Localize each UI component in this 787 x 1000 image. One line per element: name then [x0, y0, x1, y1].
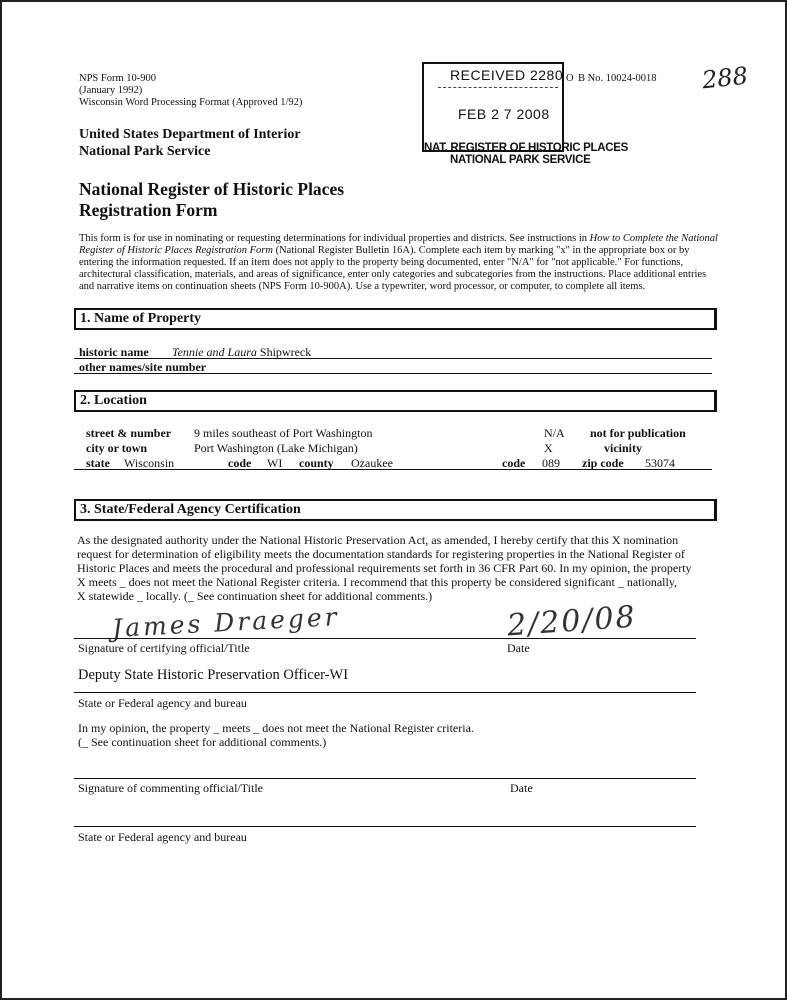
street-label: street & number	[86, 426, 172, 440]
official-title: Deputy State Historic Preservation Officer-WI	[78, 667, 349, 683]
opinion-line-2: (_ See continuation sheet for additional comments.)	[78, 735, 327, 749]
certifying-signature-label: Signature of certifying official/Title	[78, 641, 250, 655]
handwritten-page-number: 288	[700, 61, 750, 95]
scan-top-edge	[0, 0, 787, 2]
zip-value[interactable]: 53074	[645, 456, 675, 470]
section-2-header	[74, 390, 717, 412]
vicinity-mark[interactable]: X	[544, 441, 553, 455]
not-for-publication-label: not for publication	[590, 426, 686, 440]
form-number: NPS Form 10-900	[79, 73, 157, 84]
handwritten-date: 2/20/08	[505, 599, 638, 644]
form-subtitle: Registration Form	[79, 200, 218, 220]
instructions-line-3: entering the information requested. If an item does not apply to the property being documented, enter "N/A" for "not applicable." For functions,	[79, 257, 684, 268]
state-code-label: code	[228, 456, 252, 470]
stamp-received: RECEIVED 2280	[450, 67, 564, 83]
zip-label: zip code	[582, 456, 624, 470]
historic-name-plain: Shipwreck	[256, 345, 312, 359]
other-names-label: other names/site number	[79, 360, 207, 374]
location-rule	[74, 469, 712, 470]
instructions-line-4: architectural classification, materials, and areas of significance, enter only categories and subcategories from the instructions. Place additional entries	[79, 269, 707, 280]
format-note: Wisconsin Word Processing Format (Approved 1/92)	[79, 97, 303, 108]
county-value[interactable]: Ozaukee	[351, 456, 393, 470]
stamp-register: NAT. REGISTER OF HISTORIC PLACES	[424, 142, 629, 154]
instructions-line-1	[79, 233, 718, 245]
historic-name-italic: Tennie and Laura	[172, 345, 257, 359]
stamp-divider	[438, 87, 558, 88]
historic-name-label: historic name	[79, 345, 149, 359]
instructions-text-1b: How to Complete the National	[589, 233, 718, 244]
omb-prefix: O	[566, 73, 574, 84]
commenting-signature-rule	[74, 778, 696, 779]
agency-label-2: State or Federal agency and bureau	[78, 830, 247, 844]
certifying-date-label: Date	[507, 641, 530, 655]
instructions-line-5: and narrative items on continuation sheets (NPS Form 10-900A). Use a typewriter, word processor, or computer, to complete all items.	[79, 281, 646, 292]
city-label: city or town	[86, 441, 148, 455]
not-for-publication-mark[interactable]: N/A	[544, 426, 565, 440]
agency-rule	[74, 692, 696, 693]
other-names-rule	[74, 373, 712, 374]
section-1-header	[74, 308, 717, 330]
stamp-date: FEB 2 7 2008	[458, 106, 550, 122]
instructions-line-2	[79, 245, 689, 257]
stamp-service: NATIONAL PARK SERVICE	[450, 154, 591, 166]
county-label: county	[299, 456, 334, 470]
section-2-title: 2. Location	[80, 393, 147, 408]
state-value[interactable]: Wisconsin	[124, 456, 175, 470]
certification-line-1: As the designated authority under the National Historic Preservation Act, as amended, I hereby certify that this X nomination	[77, 533, 679, 547]
section-3-header	[74, 499, 717, 521]
vicinity-label: vicinity	[604, 441, 642, 455]
form-date: (January 1992)	[79, 85, 143, 96]
certification-line-5: X statewide _ locally. (_ See continuation sheet for additional comments.)	[77, 589, 433, 603]
certification-line-2: request for determination of eligibility meets the documentation standards for registering properties in the National Register of	[77, 547, 685, 561]
historic-name-value[interactable]	[172, 345, 311, 359]
agency-label: State or Federal agency and bureau	[78, 696, 247, 710]
certification-line-4: X meets _ does not meet the National Register criteria. I recommend that this property be considered significant _ nationally,	[77, 575, 678, 589]
handwritten-signature: James Draeger	[111, 602, 341, 643]
section-1-title: 1. Name of Property	[80, 311, 202, 326]
department-line: United States Department of Interior	[79, 127, 301, 142]
commenting-signature-label: Signature of commenting official/Title	[78, 781, 263, 795]
agency-line: National Park Service	[79, 144, 211, 159]
agency-rule-2	[74, 826, 696, 827]
county-code-value[interactable]: 089	[542, 456, 560, 470]
instructions-text-2b: (National Register Bulletin 16A). Complete each item by marking "x" in the appropriate box or by	[272, 245, 690, 256]
form-title: National Register of Historic Places	[79, 179, 345, 199]
certification-line-3: Historic Places and meets the procedural and professional requirements set forth in 36 CFR Part 60. In my opinion, the property	[77, 561, 692, 575]
certifying-signature-rule	[74, 638, 696, 639]
section-3-title: 3. State/Federal Agency Certification	[80, 502, 301, 517]
county-code-label: code	[502, 456, 526, 470]
historic-name-rule	[74, 358, 712, 359]
omb-number: B No. 10024-0018	[578, 73, 657, 84]
street-value[interactable]: 9 miles southeast of Port Washington	[194, 426, 373, 440]
commenting-date-label: Date	[510, 781, 533, 795]
instructions-text-1a: This form is for use in nominating or requesting determinations for individual properties and districts. See instructions in	[79, 233, 590, 244]
opinion-line-1: In my opinion, the property _ meets _ does not meet the National Register criteria.	[78, 721, 474, 735]
instructions-text-2a: Register of Historic Places Registration Form	[79, 245, 273, 256]
state-code-value[interactable]: WI	[267, 456, 283, 470]
scan-left-edge	[0, 0, 2, 1000]
city-value[interactable]: Port Washington (Lake Michigan)	[194, 441, 358, 455]
state-label: state	[86, 456, 110, 470]
